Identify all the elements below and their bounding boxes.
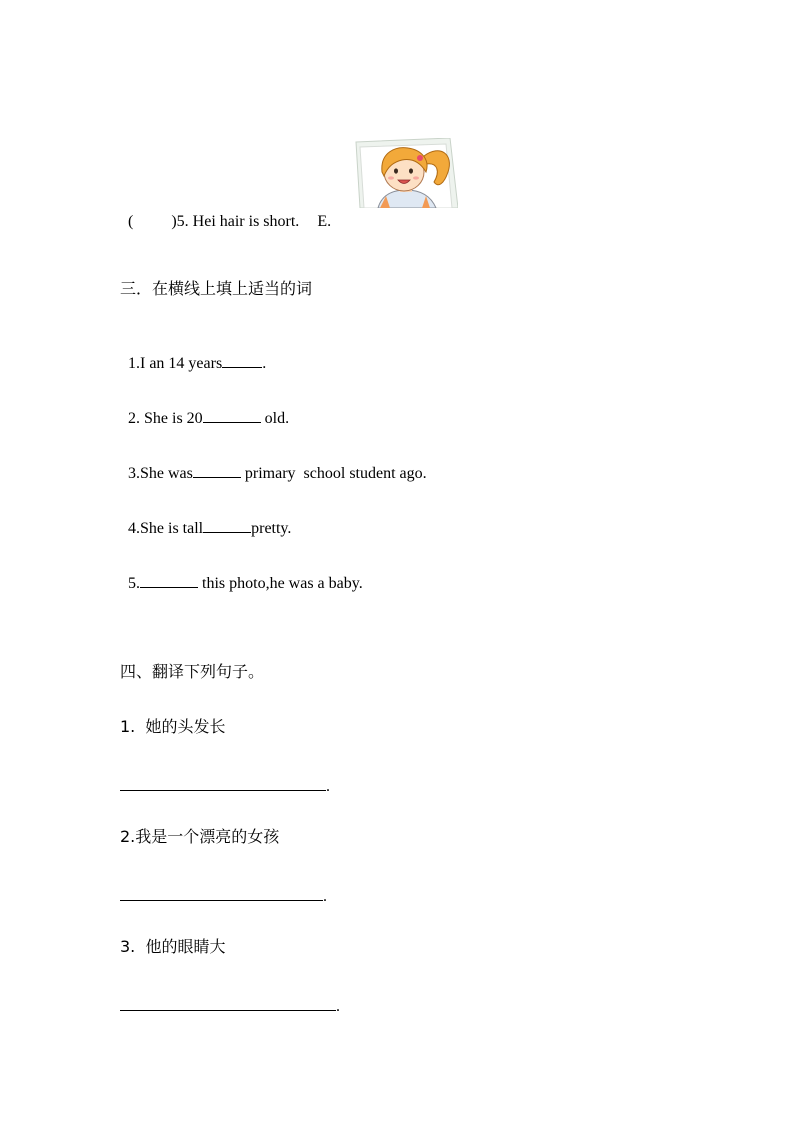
section3-q4: 4.She is tall pretty. [128, 520, 292, 537]
blank-input[interactable] [222, 353, 262, 368]
blank-input[interactable] [203, 518, 251, 533]
blank-input[interactable] [140, 573, 198, 588]
blank-input[interactable] [203, 408, 261, 423]
section4-heading: 四、翻译下列句子。 [120, 662, 265, 681]
section3-q5: 5. this photo,he was a baby. [128, 575, 363, 592]
section4-q2-answer: . [120, 885, 327, 905]
item-text: 5. Hei hair is short. [176, 213, 300, 230]
section3-q2: 2. She is 20 old. [128, 410, 290, 427]
paren-open: ( [128, 213, 134, 230]
section4-q3-answer: . [120, 995, 340, 1015]
section3-q1: 1.I an 14 years . [128, 355, 267, 372]
section4-q2: 2.我是一个漂亮的女孩 [120, 827, 280, 846]
section4-q3: 3. 他的眼睛大 [120, 937, 226, 956]
answer-input[interactable] [120, 995, 336, 1011]
section3-q3: 3.She was primary school student ago. [128, 465, 427, 482]
girl-illustration-icon [354, 138, 458, 208]
section3-heading: 三．在横线上填上适当的词 [120, 279, 313, 298]
section4-q1-answer: . [120, 775, 330, 795]
answer-input[interactable] [120, 885, 323, 901]
answer-input[interactable] [120, 775, 326, 791]
blank-input[interactable] [193, 463, 241, 478]
paren-close: ) [171, 213, 177, 230]
option-letter: E. [317, 213, 332, 230]
section4-q1: 1. 她的头发长 [120, 717, 226, 736]
matching-item-5 [120, 192, 331, 232]
